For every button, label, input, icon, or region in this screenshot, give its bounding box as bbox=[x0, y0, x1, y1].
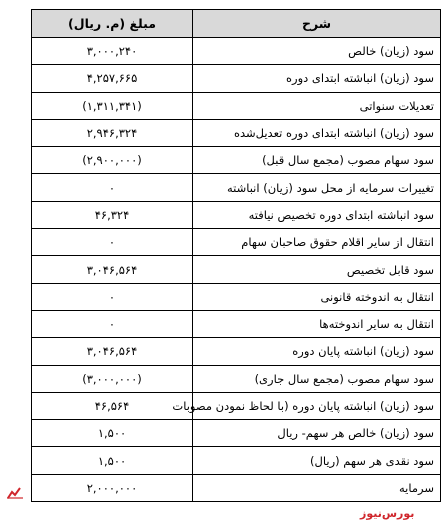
row-description: سود نقدی هر سهم (ریال) bbox=[193, 447, 441, 474]
table-row bbox=[32, 310, 441, 337]
row-amount: ۰ bbox=[32, 229, 193, 256]
row-description: انتقال از سایر اقلام حقوق صاحبان سهام bbox=[193, 229, 441, 256]
row-amount: ۰ bbox=[32, 174, 193, 201]
row-amount: (۲,۹۰۰,۰۰۰) bbox=[32, 147, 193, 174]
row-amount: ۰ bbox=[32, 283, 193, 310]
row-description: سود انباشته ابتدای دوره تخصیص نیافته bbox=[193, 201, 441, 228]
row-description: سود (زیان) انباشته ابتدای دوره تعدیل‌شده bbox=[193, 119, 441, 146]
row-description: سود (زیان) خالص هر سهم- ریال bbox=[193, 420, 441, 447]
table-row bbox=[32, 420, 441, 447]
row-amount: (۳,۰۰۰,۰۰۰) bbox=[32, 365, 193, 392]
row-amount: ۳,۰۴۶,۵۶۴ bbox=[32, 256, 193, 283]
row-description: تعدیلات سنواتی bbox=[193, 92, 441, 119]
header-amount: مبلغ (م. ریال) bbox=[32, 10, 193, 38]
row-amount: ۴۶,۳۲۴ bbox=[32, 201, 193, 228]
row-amount: ۳,۰۴۶,۵۶۴ bbox=[32, 338, 193, 365]
table-row bbox=[32, 474, 441, 501]
table-row bbox=[32, 392, 441, 419]
bourse-news-logo-icon bbox=[6, 486, 24, 500]
table-row bbox=[32, 119, 441, 146]
row-description: سود (زیان) انباشته ابتدای دوره bbox=[193, 65, 441, 92]
row-description: انتقال به اندوخته قانونی bbox=[193, 283, 441, 310]
table-row bbox=[32, 338, 441, 365]
row-description: سود (زیان) انباشته پایان دوره (با لحاظ نمودن مصوبات bbox=[193, 392, 441, 419]
table-row bbox=[32, 283, 441, 310]
table-header-row bbox=[32, 10, 441, 38]
table-row bbox=[32, 147, 441, 174]
table-row bbox=[32, 174, 441, 201]
row-description: تغییرات سرمایه از محل سود (زیان) انباشته bbox=[193, 174, 441, 201]
watermark-text: بورس‌نیوز bbox=[360, 507, 415, 520]
table-row bbox=[32, 92, 441, 119]
row-description: سرمایه bbox=[193, 474, 441, 501]
row-description: انتقال به سایر اندوخته‌ها bbox=[193, 310, 441, 337]
row-description: سود سهام مصوب (مجمع سال جاری) bbox=[193, 365, 441, 392]
row-description: سود (زیان) انباشته پایان دوره bbox=[193, 338, 441, 365]
row-amount: (۱,۳۱۱,۳۴۱) bbox=[32, 92, 193, 119]
row-description: سود قابل تخصیص bbox=[193, 256, 441, 283]
header-description: شرح bbox=[193, 10, 441, 38]
row-amount: ۲,۹۴۶,۳۲۴ bbox=[32, 119, 193, 146]
table-row bbox=[32, 65, 441, 92]
row-amount: ۲,۰۰۰,۰۰۰ bbox=[32, 474, 193, 501]
row-description: سود (زیان) خالص bbox=[193, 38, 441, 65]
table-row bbox=[32, 365, 441, 392]
table-row bbox=[32, 447, 441, 474]
table-row bbox=[32, 201, 441, 228]
row-amount: ۰ bbox=[32, 310, 193, 337]
row-amount: ۱,۵۰۰ bbox=[32, 447, 193, 474]
table-row bbox=[32, 256, 441, 283]
row-amount: ۴,۲۵۷,۶۶۵ bbox=[32, 65, 193, 92]
row-amount: ۳,۰۰۰,۲۴۰ bbox=[32, 38, 193, 65]
row-amount: ۴۶,۵۶۴ bbox=[32, 392, 193, 419]
accumulated-profit-table bbox=[31, 9, 441, 502]
row-description: سود سهام مصوب (مجمع سال قبل) bbox=[193, 147, 441, 174]
table-row bbox=[32, 229, 441, 256]
table-row bbox=[32, 38, 441, 65]
row-amount: ۱,۵۰۰ bbox=[32, 420, 193, 447]
